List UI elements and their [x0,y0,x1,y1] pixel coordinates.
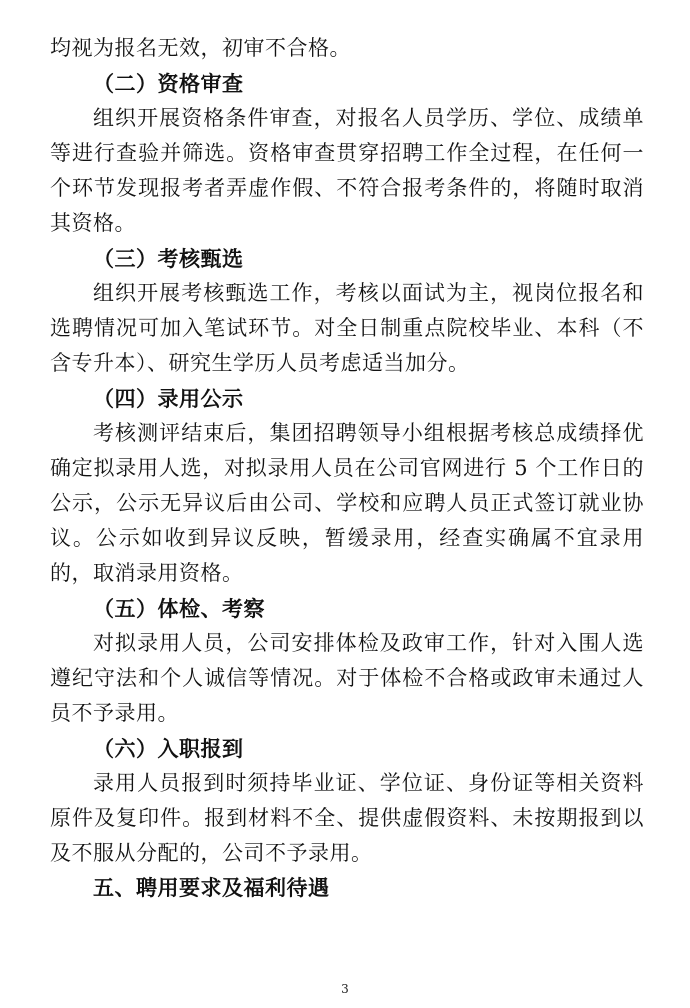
paragraph-hiring-publicity: 考核测评结束后，集团招聘领导小组根据考核总成绩择优确定拟录用人选，对拟录用人员在公司官网进行 5 个工作日的公示，公示无异议后由公司、学校和应聘人员正式签订就业协议。公示如收到异议反映，暂缓录用，经查实确属不宜录用的，取消录用资格。 [50,421,644,585]
chapter-heading-5-employment-requirements-benefits: 五、聘用要求及福利待遇 [93,876,330,900]
section-heading-6-onboarding: （六）入职报到 [93,736,244,761]
section-heading-5-physical-exam-inspection: （五）体检、考察 [93,596,265,621]
paragraph-assessment-selection: 组织开展考核甄选工作，考核以面试为主，视岗位报名和选聘情况可加入笔试环节。对全日制重点院校毕业、本科（不含专升本）、研究生学历人员考虑适当加分。 [50,281,644,375]
section-heading-2-qualification-review: （二）资格审查 [93,71,244,96]
paragraph-qualification-review: 组织开展资格条件审查，对报名人员学历、学位、成绩单等进行查验并筛选。资格审查贯穿招聘工作全过程，在任何一个环节发现报考者弄虚作假、不符合报考条件的，将随时取消其资格。 [50,106,644,235]
page-number: 3 [341,982,349,996]
paragraph-onboarding: 录用人员报到时须持毕业证、学位证、身份证等相关资料原件及复印件。报到材料不全、提供虚假资料、未按期报到以及不服从分配的，公司不予录用。 [50,771,644,865]
document-body [50,31,644,906]
paragraph-physical-exam-inspection: 对拟录用人员，公司安排体检及政审工作，针对入围人选遵纪守法和个人诚信等情况。对于体检不合格或政审未通过人员不予录用。 [50,631,644,725]
section-heading-3-assessment-selection: （三）考核甄选 [93,246,244,271]
section-heading-4-hiring-publicity: （四）录用公示 [93,386,244,411]
paragraph-continuation: 均视为报名无效，初审不合格。 [50,36,351,60]
